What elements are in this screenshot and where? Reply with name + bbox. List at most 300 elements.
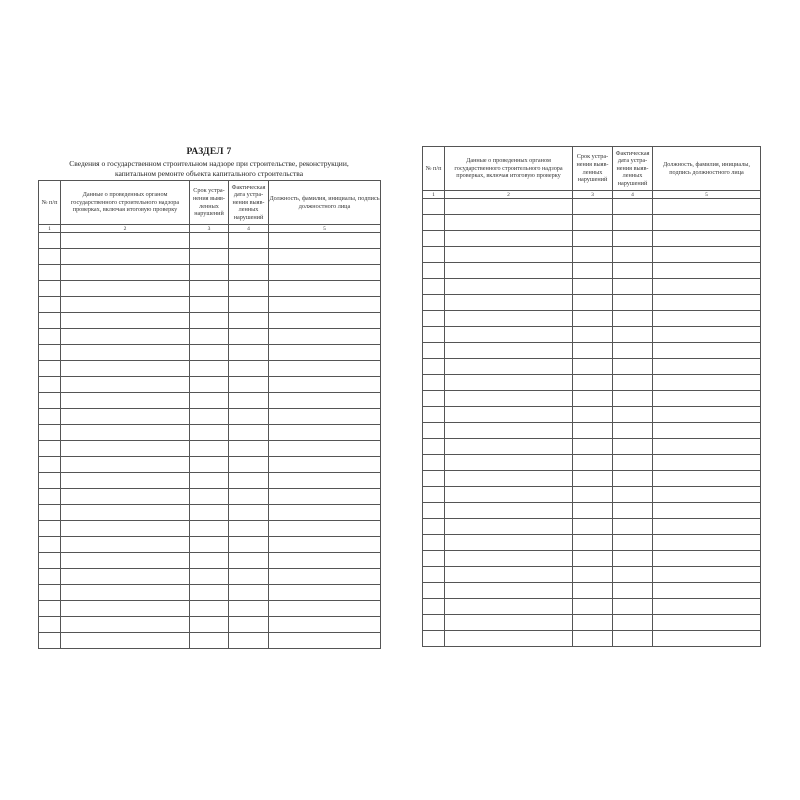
table-cell [653, 343, 761, 359]
table-cell [269, 489, 381, 505]
table-cell [613, 631, 653, 647]
header-row [423, 147, 761, 191]
table-cell [229, 297, 269, 313]
table-row [39, 553, 381, 569]
table-cell [229, 601, 269, 617]
table-cell [573, 599, 613, 615]
table-cell [613, 247, 653, 263]
table-cell [229, 393, 269, 409]
col-number: 4 [613, 191, 653, 199]
table-row [423, 343, 761, 359]
table-row [39, 489, 381, 505]
section-title: РАЗДЕЛ 7 [186, 147, 232, 157]
table-row [39, 281, 381, 297]
table-cell [445, 359, 573, 375]
table-cell [573, 631, 613, 647]
table-row [39, 361, 381, 377]
table-cell [613, 359, 653, 375]
col-header-deadline: Срок устра-нения выяв-ленных нарушений [190, 181, 229, 225]
table-cell [573, 391, 613, 407]
table-cell [269, 265, 381, 281]
table-row [423, 567, 761, 583]
table-cell [423, 279, 445, 295]
table-cell [39, 537, 61, 553]
table-cell [653, 391, 761, 407]
table-row [39, 297, 381, 313]
table-body-left [39, 181, 381, 649]
table-cell [229, 617, 269, 633]
table-cell [39, 329, 61, 345]
table-row [39, 233, 381, 249]
table-cell [653, 615, 761, 631]
table-cell [653, 215, 761, 231]
table-cell [61, 377, 190, 393]
table-cell [423, 311, 445, 327]
table-cell [445, 215, 573, 231]
table-row [423, 359, 761, 375]
table-cell [445, 343, 573, 359]
table-cell [269, 393, 381, 409]
table-cell [190, 393, 229, 409]
table-cell [445, 535, 573, 551]
table-row [423, 583, 761, 599]
table-cell [445, 263, 573, 279]
col-number: 4 [229, 225, 269, 233]
table-cell [39, 297, 61, 313]
table-cell [190, 457, 229, 473]
table-cell [445, 199, 573, 215]
table-cell [445, 583, 573, 599]
table-cell [613, 327, 653, 343]
table-cell [190, 361, 229, 377]
table-cell [573, 583, 613, 599]
table-cell [39, 505, 61, 521]
table-cell [39, 425, 61, 441]
col-header-number: № п/п [423, 147, 445, 191]
table-cell [229, 457, 269, 473]
table-row [39, 457, 381, 473]
table-cell [229, 377, 269, 393]
table-cell [269, 569, 381, 585]
table-cell [613, 535, 653, 551]
table-cell [61, 601, 190, 617]
table-cell [423, 535, 445, 551]
table-cell [39, 409, 61, 425]
table-cell [61, 569, 190, 585]
table-cell [613, 199, 653, 215]
table-cell [190, 297, 229, 313]
table-row [423, 599, 761, 615]
table-row [423, 375, 761, 391]
table-cell [39, 633, 61, 649]
table-cell [423, 295, 445, 311]
table-cell [61, 265, 190, 281]
table-cell [61, 521, 190, 537]
table-cell [39, 569, 61, 585]
table-cell [653, 199, 761, 215]
table-cell [613, 343, 653, 359]
table-cell [613, 487, 653, 503]
table-cell [423, 567, 445, 583]
table-cell [229, 553, 269, 569]
table-cell [190, 409, 229, 425]
table-cell [229, 345, 269, 361]
table-row [39, 537, 381, 553]
table-cell [613, 215, 653, 231]
table-cell [445, 279, 573, 295]
table-cell [229, 441, 269, 457]
table-cell [190, 601, 229, 617]
table-cell [269, 537, 381, 553]
col-number: 5 [269, 225, 381, 233]
col-header-actual-date: Фактическая дата устра-нения выяв-ленных нарушений [613, 147, 653, 191]
table-cell [269, 617, 381, 633]
table-cell [653, 247, 761, 263]
table-row [423, 407, 761, 423]
table-row [423, 535, 761, 551]
table-cell [613, 391, 653, 407]
table-cell [653, 631, 761, 647]
header-row [39, 181, 381, 225]
table-row [423, 327, 761, 343]
table-cell [423, 519, 445, 535]
table-cell [190, 473, 229, 489]
table-cell [39, 249, 61, 265]
table-row [423, 503, 761, 519]
table-cell [61, 297, 190, 313]
table-cell [229, 585, 269, 601]
column-number-row [39, 225, 381, 233]
table-row [423, 311, 761, 327]
table-cell [39, 457, 61, 473]
table-cell [445, 407, 573, 423]
table-cell [573, 359, 613, 375]
table-cell [613, 439, 653, 455]
table-cell [61, 505, 190, 521]
table-cell [573, 311, 613, 327]
table-row [39, 329, 381, 345]
table-cell [445, 615, 573, 631]
table-cell [573, 199, 613, 215]
table-cell [229, 265, 269, 281]
table-cell [39, 313, 61, 329]
table-cell [573, 455, 613, 471]
table-cell [190, 633, 229, 649]
table-cell [269, 521, 381, 537]
table-cell [61, 313, 190, 329]
table-cell [445, 231, 573, 247]
table-cell [229, 249, 269, 265]
table-cell [653, 455, 761, 471]
table-cell [269, 281, 381, 297]
table-cell [445, 487, 573, 503]
table-cell [229, 233, 269, 249]
table-cell [39, 553, 61, 569]
table-cell [423, 247, 445, 263]
table-cell [39, 489, 61, 505]
col-number: 2 [445, 191, 573, 199]
table-cell [423, 471, 445, 487]
table-row [39, 249, 381, 265]
table-cell [613, 279, 653, 295]
table-cell [190, 345, 229, 361]
table-cell [39, 617, 61, 633]
table-cell [613, 615, 653, 631]
table-cell [229, 521, 269, 537]
table-cell [573, 279, 613, 295]
table-cell [61, 281, 190, 297]
table-cell [61, 585, 190, 601]
table-cell [61, 329, 190, 345]
table-cell [613, 455, 653, 471]
table-row [423, 455, 761, 471]
table-cell [573, 551, 613, 567]
table-cell [423, 199, 445, 215]
table-cell [61, 633, 190, 649]
table-cell [613, 519, 653, 535]
table-row [39, 393, 381, 409]
section-subtitle [38, 159, 380, 178]
table-cell [190, 585, 229, 601]
table-cell [653, 599, 761, 615]
table-cell [269, 553, 381, 569]
table-row [39, 345, 381, 361]
table-cell [445, 327, 573, 343]
col-header-number: № п/п [39, 181, 61, 225]
table-cell [613, 599, 653, 615]
table-row [423, 231, 761, 247]
table-cell [445, 439, 573, 455]
table-cell [573, 375, 613, 391]
table-cell [613, 583, 653, 599]
table-row [39, 521, 381, 537]
table-row [423, 487, 761, 503]
table-cell [61, 473, 190, 489]
table-cell [653, 407, 761, 423]
table-cell [61, 409, 190, 425]
table-cell [653, 583, 761, 599]
table-cell [190, 553, 229, 569]
table-cell [423, 423, 445, 439]
table-cell [229, 569, 269, 585]
table-cell [573, 423, 613, 439]
table-cell [445, 551, 573, 567]
table-cell [573, 487, 613, 503]
table-cell [61, 489, 190, 505]
table-cell [423, 359, 445, 375]
table-cell [61, 361, 190, 377]
table-cell [61, 393, 190, 409]
table-row [423, 279, 761, 295]
table-cell [613, 375, 653, 391]
table-cell [653, 519, 761, 535]
table-row [39, 601, 381, 617]
table-cell [423, 599, 445, 615]
table-row [39, 505, 381, 521]
table-row [423, 439, 761, 455]
table-cell [269, 505, 381, 521]
table-row [423, 295, 761, 311]
table-row [39, 633, 381, 649]
table-cell [573, 567, 613, 583]
table-cell [653, 567, 761, 583]
table-row [423, 615, 761, 631]
table-cell [445, 503, 573, 519]
table-cell [423, 215, 445, 231]
table-cell [190, 617, 229, 633]
table-cell [653, 535, 761, 551]
col-header-deadline: Срок устра-нения выяв-ленных нарушений [573, 147, 613, 191]
col-number: 2 [61, 225, 190, 233]
table-cell [423, 503, 445, 519]
table-cell [445, 311, 573, 327]
table-cell [61, 233, 190, 249]
table-cell [573, 263, 613, 279]
table-cell [653, 359, 761, 375]
table-cell [269, 313, 381, 329]
table-cell [39, 377, 61, 393]
col-header-inspection-data: Данные о проведенных органом государственного строительного надзора проверках, включая итоговую проверку [445, 147, 573, 191]
table-row [423, 631, 761, 647]
table-cell [573, 535, 613, 551]
table-cell [269, 585, 381, 601]
table-cell [269, 233, 381, 249]
table-cell [39, 233, 61, 249]
table-row [423, 471, 761, 487]
table-cell [445, 631, 573, 647]
table-cell [269, 473, 381, 489]
table-row [39, 473, 381, 489]
table-cell [423, 263, 445, 279]
table-row [39, 313, 381, 329]
table-cell [39, 361, 61, 377]
table-cell [445, 391, 573, 407]
table-cell [39, 601, 61, 617]
table-cell [653, 279, 761, 295]
table-cell [190, 441, 229, 457]
section-subtitle-line: капитальном ремонте объекта капитального строительства [114, 168, 304, 178]
table-row [39, 265, 381, 281]
table-cell [573, 231, 613, 247]
table-cell [613, 231, 653, 247]
table-cell [573, 503, 613, 519]
table-cell [269, 361, 381, 377]
table-cell [445, 247, 573, 263]
table-cell [190, 537, 229, 553]
table-cell [445, 375, 573, 391]
table-cell [229, 425, 269, 441]
table-cell [269, 441, 381, 457]
table-cell [423, 487, 445, 503]
col-number: 1 [423, 191, 445, 199]
col-number: 1 [39, 225, 61, 233]
table-row [423, 199, 761, 215]
table-row [39, 409, 381, 425]
table-cell [653, 471, 761, 487]
table-cell [573, 439, 613, 455]
table-cell [190, 313, 229, 329]
supervision-table-left [38, 180, 381, 649]
table-cell [269, 377, 381, 393]
table-cell [423, 551, 445, 567]
table-cell [573, 327, 613, 343]
table-cell [229, 537, 269, 553]
table-cell [61, 457, 190, 473]
table-cell [653, 551, 761, 567]
table-cell [229, 329, 269, 345]
table-cell [229, 489, 269, 505]
table-cell [229, 361, 269, 377]
table-cell [423, 439, 445, 455]
table-cell [190, 281, 229, 297]
table-cell [613, 311, 653, 327]
table-cell [269, 297, 381, 313]
table-body-right [423, 147, 761, 647]
table-cell [61, 345, 190, 361]
table-cell [445, 519, 573, 535]
table-cell [269, 425, 381, 441]
table-cell [653, 311, 761, 327]
table-row [423, 551, 761, 567]
table-cell [229, 281, 269, 297]
table-cell [423, 583, 445, 599]
table-cell [573, 615, 613, 631]
table-cell [61, 553, 190, 569]
table-cell [39, 345, 61, 361]
table-row [39, 377, 381, 393]
table-cell [423, 327, 445, 343]
table-cell [573, 343, 613, 359]
table-cell [613, 471, 653, 487]
table-cell [269, 345, 381, 361]
table-cell [423, 343, 445, 359]
table-cell [269, 601, 381, 617]
table-cell [423, 631, 445, 647]
table-cell [269, 457, 381, 473]
table-cell [229, 505, 269, 521]
table-cell [39, 521, 61, 537]
table-cell [613, 423, 653, 439]
supervision-table-right [422, 146, 761, 647]
table-cell [573, 519, 613, 535]
table-cell [190, 249, 229, 265]
table-cell [613, 407, 653, 423]
table-cell [653, 439, 761, 455]
table-cell [39, 281, 61, 297]
table-cell [190, 521, 229, 537]
table-row [39, 425, 381, 441]
table-cell [190, 377, 229, 393]
table-cell [653, 295, 761, 311]
table-row [39, 441, 381, 457]
table-cell [613, 567, 653, 583]
table-cell [653, 263, 761, 279]
table-cell [445, 295, 573, 311]
col-header-actual-date: Фактическая дата устра-нения выяв-ленных нарушений [229, 181, 269, 225]
col-header-inspection-data: Данные о проведенных органом государственного строительного надзора проверках, включая итоговую проверку [61, 181, 190, 225]
section-subtitle-line: Сведения о государственном строительном надзоре при строительстве, реконструкции, [69, 159, 349, 168]
table-cell [613, 295, 653, 311]
table-cell [39, 393, 61, 409]
table-cell [229, 633, 269, 649]
table-cell [190, 425, 229, 441]
table-cell [61, 425, 190, 441]
table-cell [653, 231, 761, 247]
table-cell [190, 233, 229, 249]
table-cell [39, 265, 61, 281]
table-cell [61, 617, 190, 633]
table-cell [653, 503, 761, 519]
